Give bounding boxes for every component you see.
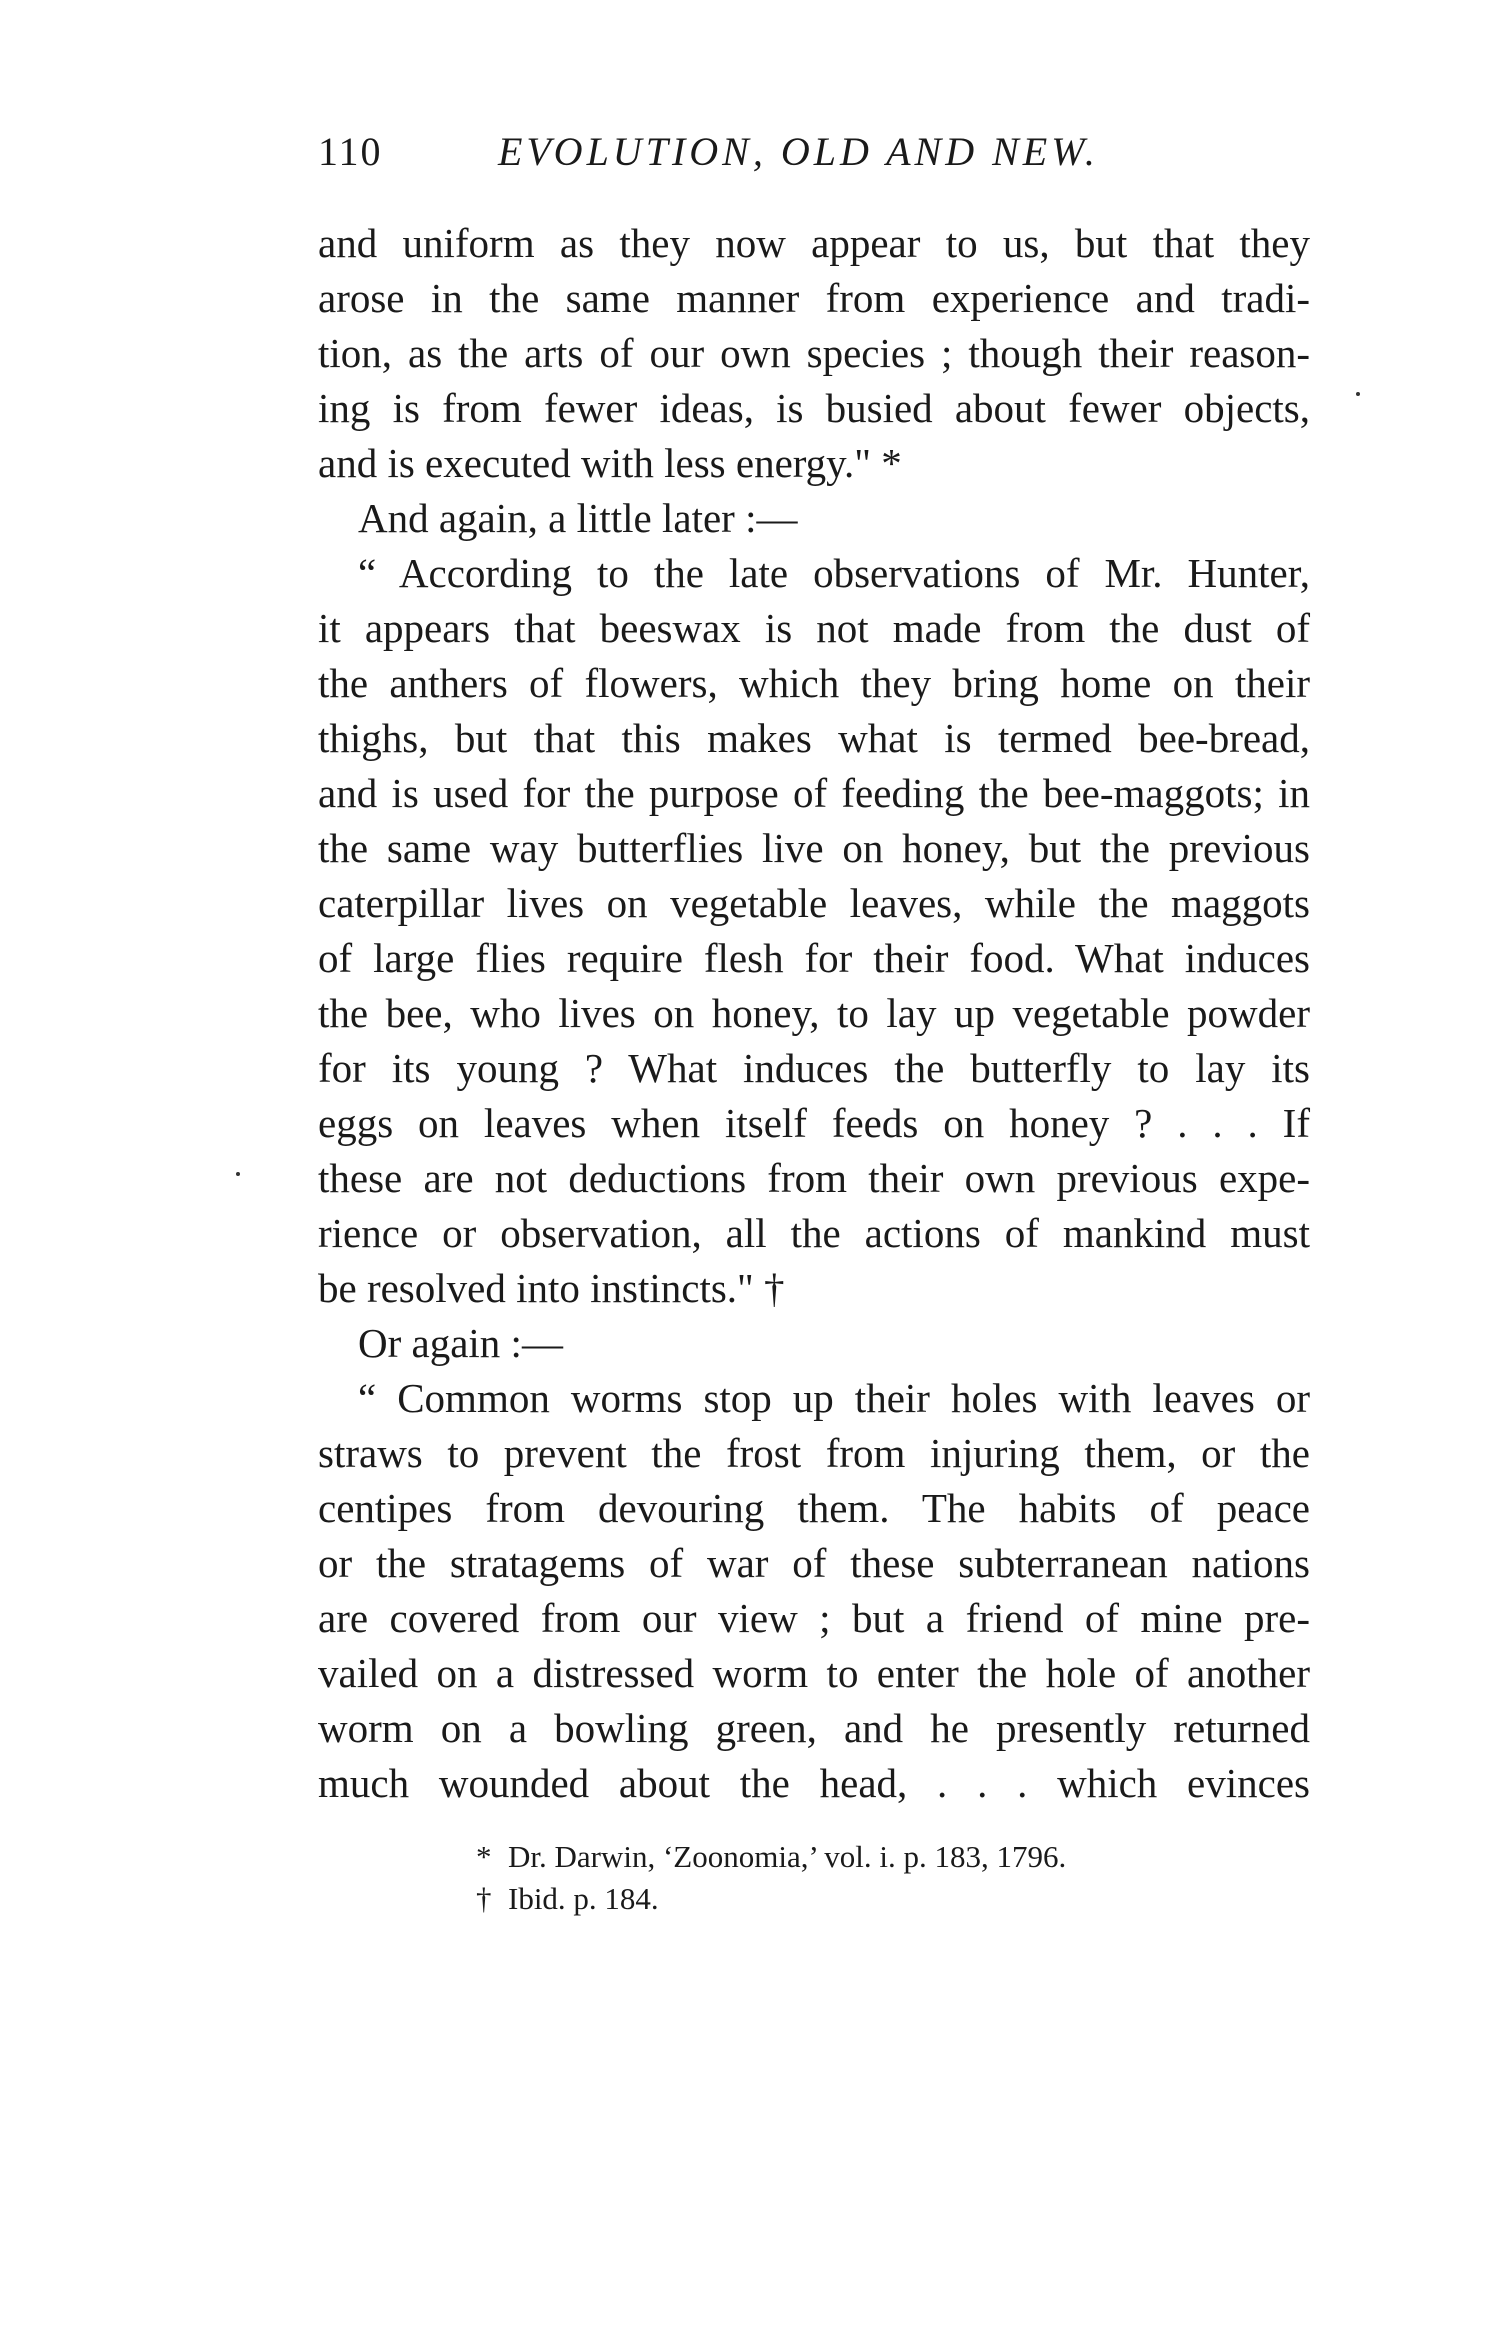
text-line: caterpillar lives on vegetable leaves, while the maggots — [318, 880, 1310, 926]
footnotes — [476, 1836, 1276, 1920]
text-line: thighs, but that this makes what is termed bee-bread, — [318, 715, 1310, 761]
footnote-text: Dr. Darwin, ‘Zoonomia,’ vol. i. p. 183, 1796. — [508, 1839, 1067, 1874]
text-line: “ Common worms stop up their holes with leaves or — [358, 1375, 1310, 1421]
page-speck — [1356, 392, 1360, 396]
footnote-text: Ibid. p. 184. — [508, 1881, 659, 1916]
footnote-mark: † — [476, 1881, 492, 1916]
text-line: the bee, who lives on honey, to lay up vegetable powder — [318, 990, 1310, 1036]
text-line: rience or observation, all the actions of mankind must — [318, 1210, 1310, 1256]
footnote-mark: * — [476, 1839, 492, 1874]
footnote — [476, 1878, 1276, 1920]
text-line: eggs on leaves when itself feeds on honey ? . . . If — [318, 1100, 1310, 1146]
body-text — [318, 216, 1310, 1811]
text-line: worm on a bowling green, and he presently returned — [318, 1705, 1310, 1751]
text-line: and is used for the purpose of feeding the bee-maggots; in — [318, 770, 1310, 816]
text-line: ing is from fewer ideas, is busied about fewer objects, — [318, 385, 1310, 431]
text-line: Or again :— — [358, 1320, 563, 1366]
text-line: or the stratagems of war of these subterranean nations — [318, 1540, 1310, 1586]
text-line: straws to prevent the frost from injuring them, or the — [318, 1430, 1310, 1476]
text-line: vailed on a distressed worm to enter the hole of another — [318, 1650, 1310, 1696]
text-line: much wounded about the head, . . . which evinces — [318, 1760, 1310, 1806]
text-line: the same way butterflies live on honey, but the previous — [318, 825, 1310, 871]
page-number: 110 — [318, 129, 383, 174]
text-line: be resolved into instincts." † — [318, 1265, 785, 1311]
text-line: tion, as the arts of our own species ; though their reason- — [318, 330, 1310, 376]
text-line: “ According to the late observations of Mr. Hunter, — [358, 550, 1310, 596]
text-line: and uniform as they now appear to us, but that they — [318, 220, 1310, 266]
running-header — [318, 126, 1308, 178]
footnote — [476, 1836, 1276, 1878]
text-line: the anthers of flowers, which they bring home on their — [318, 660, 1310, 706]
running-title: EVOLUTION, OLD AND NEW. — [498, 129, 1099, 174]
text-line: of large flies require flesh for their food. What induces — [318, 935, 1310, 981]
text-line: arose in the same manner from experience and tradi- — [318, 275, 1310, 321]
text-line: it appears that beeswax is not made from the dust of — [318, 605, 1310, 651]
text-line: centipes from devouring them. The habits of peace — [318, 1485, 1310, 1531]
text-line: and is executed with less energy." * — [318, 440, 902, 486]
text-line: for its young ? What induces the butterfly to lay its — [318, 1045, 1310, 1091]
page-speck — [236, 1172, 240, 1176]
text-line: And again, a little later :— — [358, 495, 798, 541]
text-line: these are not deductions from their own previous expe- — [318, 1155, 1310, 1201]
text-line: are covered from our view ; but a friend of mine pre- — [318, 1595, 1310, 1641]
